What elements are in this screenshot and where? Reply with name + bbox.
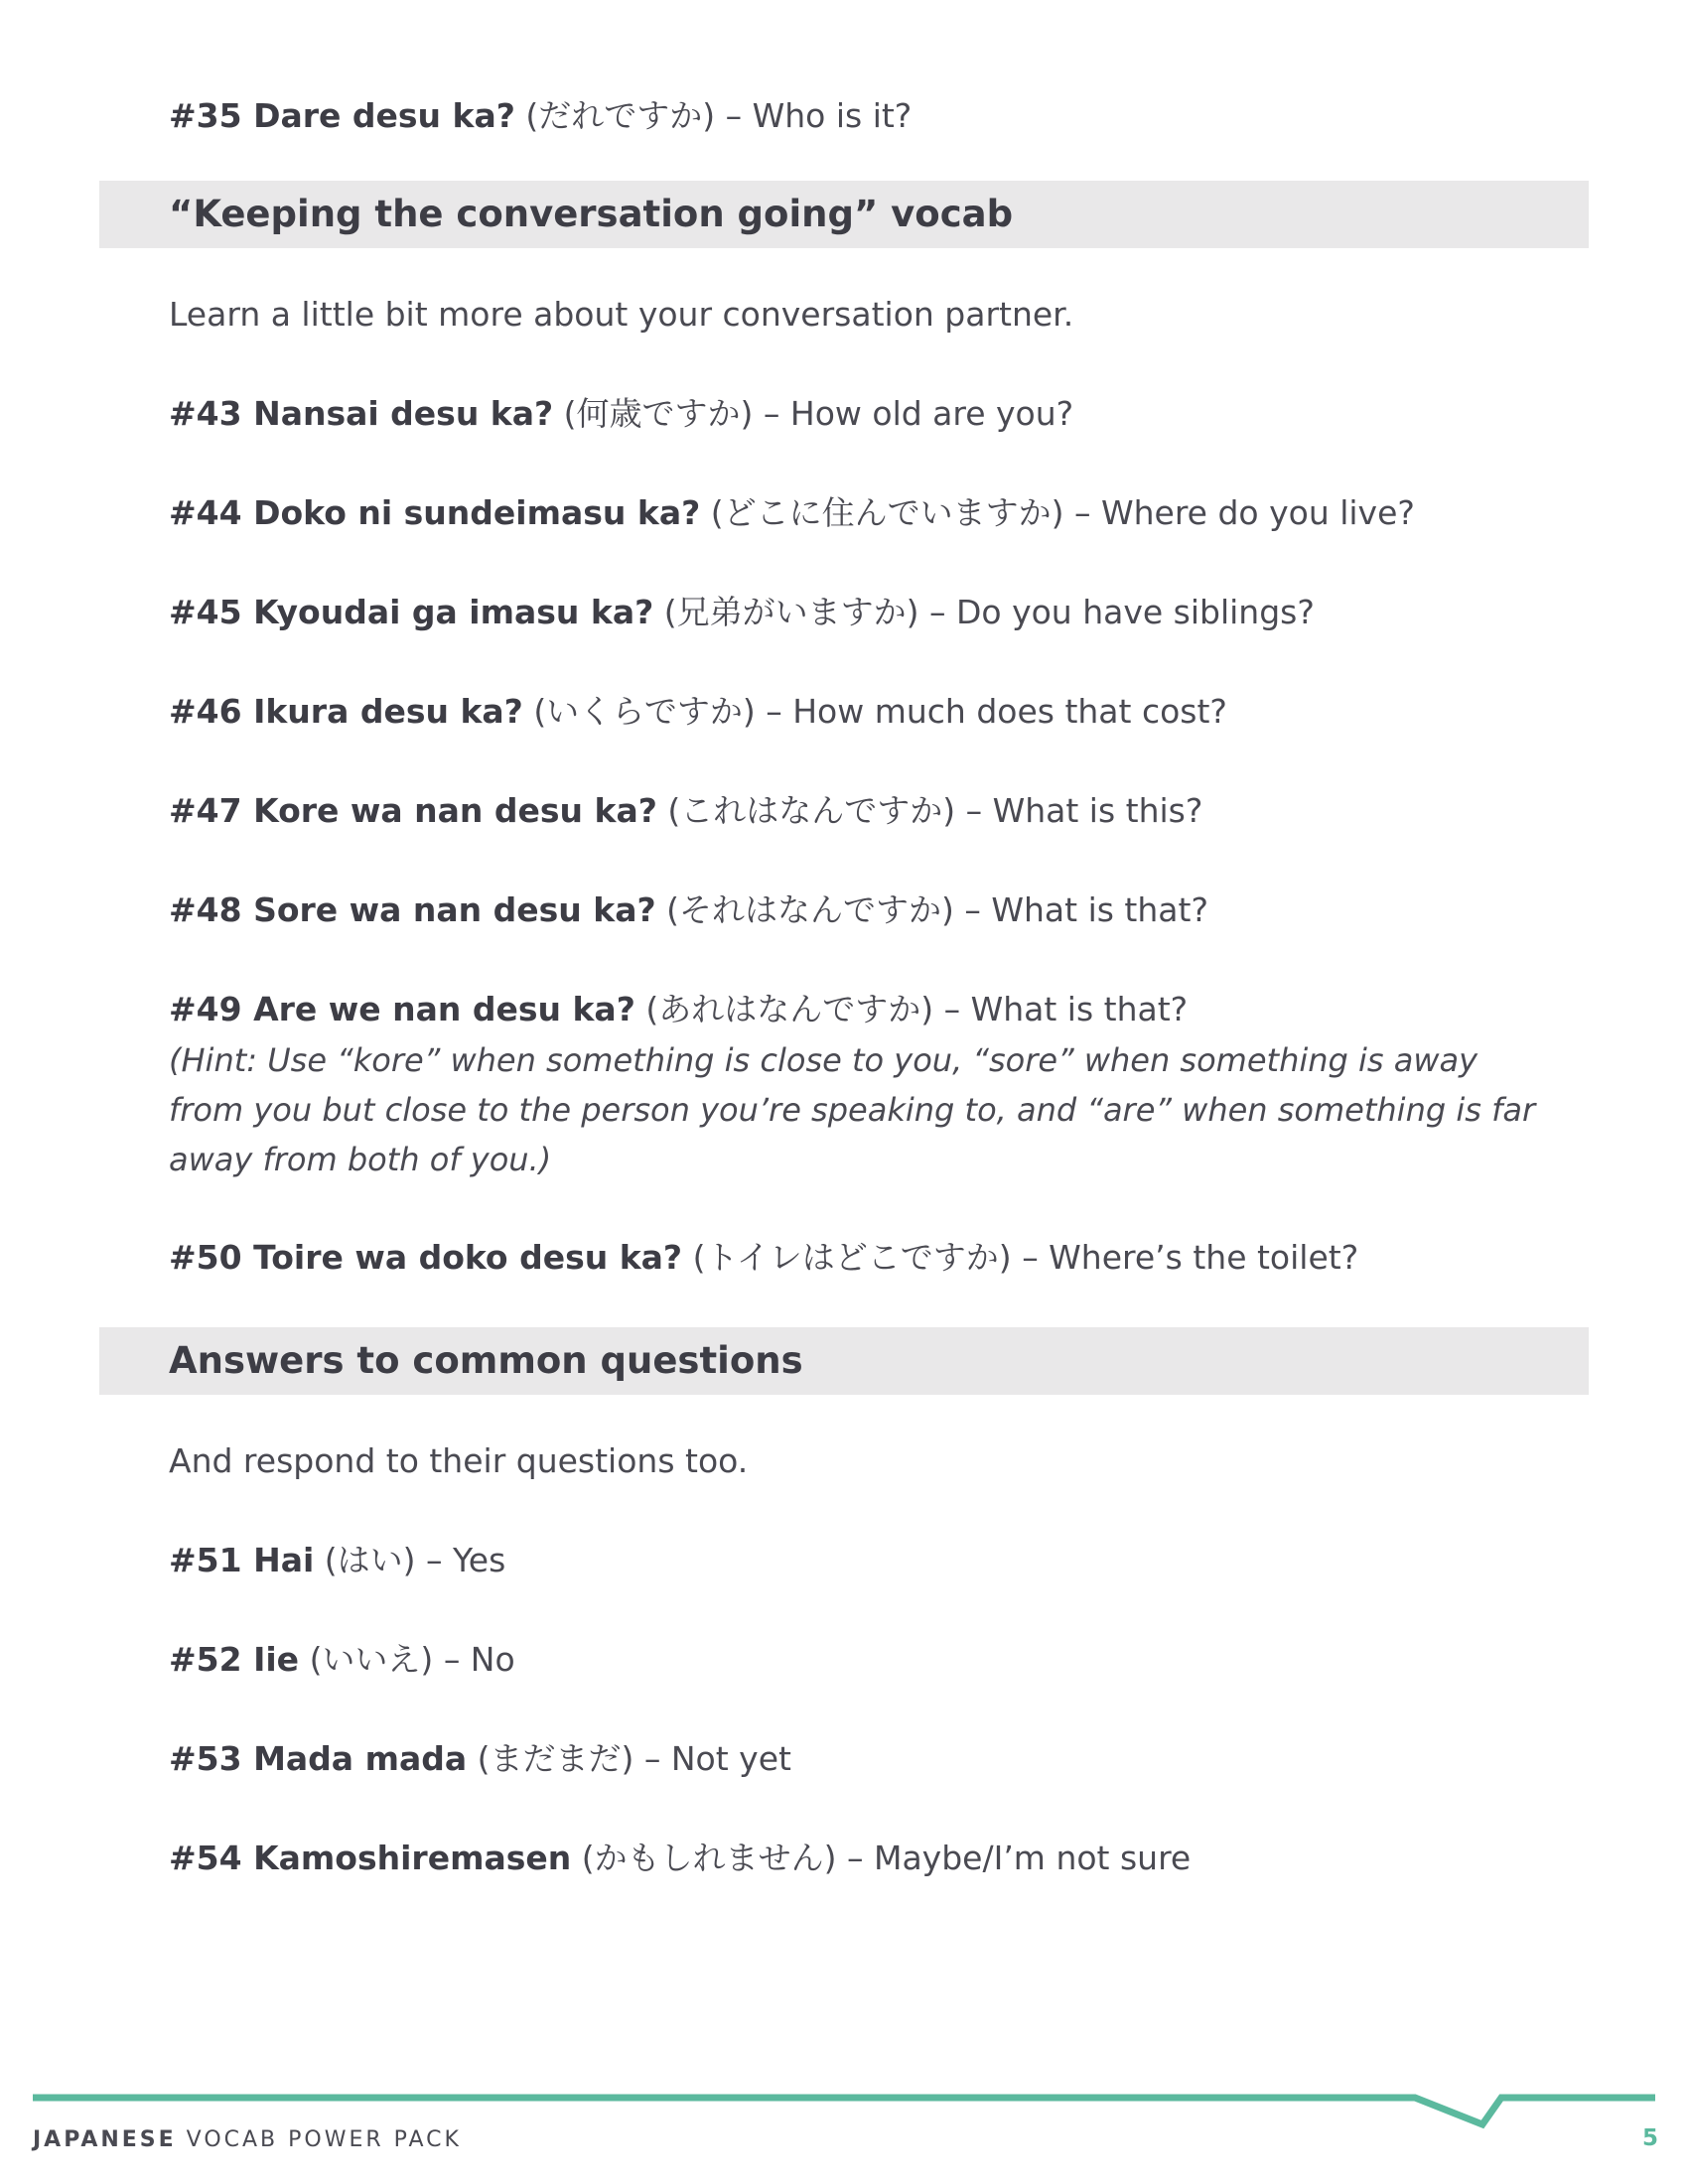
vocab-romaji: #52 Iie (169, 1640, 300, 1679)
vocab-meaning: – Do you have siblings? (928, 593, 1315, 631)
vocab-item-46 (169, 692, 1227, 732)
vocab-japanese: (兄弟がいますか) (663, 593, 919, 631)
vocab-romaji: #45 Kyoudai ga imasu ka? (169, 593, 654, 631)
vocab-japanese: (どこに住んでいますか) (710, 493, 1064, 532)
footer-accent-line (33, 2098, 1655, 2124)
page-number: 5 (1641, 2125, 1658, 2151)
vocab-japanese: (これはなんですか) (667, 791, 956, 830)
vocab-meaning: – Who is it? (725, 96, 913, 135)
vocab-japanese: (はい) (324, 1541, 416, 1579)
hint-line: (Hint: Use “kore” when something is close to you, “sore” when something is away (169, 1041, 1478, 1079)
vocab-romaji: #47 Kore wa nan desu ka? (169, 791, 657, 830)
vocab-item-51 (169, 1541, 505, 1580)
hint-note (169, 1035, 1535, 1184)
section-intro: Learn a little bit more about your conversation partner. (169, 295, 1074, 334)
vocab-japanese: (だれですか) (525, 96, 716, 135)
hint-line: from you but close to the person you’re speaking to, and “are” when something is far (169, 1091, 1536, 1129)
section-header-conversation (99, 181, 1589, 248)
vocab-romaji: #35 Dare desu ka? (169, 96, 515, 135)
vocab-japanese: (トイレはどこですか) (692, 1238, 1012, 1277)
vocab-meaning: – How old are you? (763, 394, 1074, 433)
vocab-item-48 (169, 890, 1208, 930)
vocab-meaning: – How much does that cost? (766, 692, 1227, 731)
vocab-meaning: – Not yet (643, 1739, 791, 1778)
vocab-romaji: #53 Mada mada (169, 1739, 468, 1778)
hint-line: away from both of you.) (169, 1141, 552, 1178)
section-header-answers (99, 1327, 1589, 1395)
vocab-item-53 (169, 1739, 791, 1779)
vocab-romaji: #49 Are we nan desu ka? (169, 990, 635, 1028)
vocab-japanese: (何歳ですか) (563, 394, 754, 433)
vocab-japanese: (それはなんですか) (666, 890, 954, 929)
vocab-romaji: #51 Hai (169, 1541, 315, 1579)
vocab-item-47 (169, 791, 1202, 831)
vocab-item-52 (169, 1640, 515, 1680)
vocab-meaning: – No (443, 1640, 515, 1679)
vocab-item-45 (169, 593, 1315, 632)
vocab-japanese: (かもしれません) (581, 1839, 837, 1877)
section-intro: And respond to their questions too. (169, 1441, 749, 1480)
vocab-japanese: (あれはなんですか) (645, 990, 934, 1028)
section-title: “Keeping the conversation going” vocab (169, 193, 1014, 235)
vocab-japanese: (まだまだ) (477, 1739, 634, 1778)
vocab-romaji: #46 Ikura desu ka? (169, 692, 523, 731)
footer-brand-bold: JAPANESE (33, 2127, 177, 2152)
vocab-romaji: #50 Toire wa doko desu ka? (169, 1238, 683, 1277)
vocab-romaji: #44 Doko ni sundeimasu ka? (169, 493, 701, 532)
vocab-item-35 (169, 96, 912, 136)
vocab-japanese: (いくらですか) (533, 692, 756, 731)
vocab-meaning: – What is that? (943, 990, 1189, 1028)
section-title: Answers to common questions (169, 1339, 803, 1382)
vocab-meaning: – Yes (426, 1541, 506, 1579)
vocab-romaji: #48 Sore wa nan desu ka? (169, 890, 656, 929)
vocab-item-44 (169, 493, 1415, 533)
vocab-meaning: – What is this? (965, 791, 1203, 830)
vocab-meaning: – What is that? (964, 890, 1208, 929)
footer-brand-rest: VOCAB POWER PACK (186, 2127, 462, 2152)
vocab-item-50 (169, 1238, 1358, 1278)
footer-brand (33, 2127, 462, 2152)
vocab-meaning: – Maybe/I’m not sure (847, 1839, 1192, 1877)
vocab-item-49 (169, 990, 1188, 1029)
vocab-japanese: (いいえ) (309, 1640, 434, 1679)
vocab-meaning: – Where do you live? (1074, 493, 1415, 532)
vocab-item-54 (169, 1839, 1191, 1878)
vocab-item-43 (169, 394, 1073, 434)
vocab-meaning: – Where’s the toilet? (1022, 1238, 1359, 1277)
vocab-romaji: #54 Kamoshiremasen (169, 1839, 572, 1877)
vocab-romaji: #43 Nansai desu ka? (169, 394, 554, 433)
